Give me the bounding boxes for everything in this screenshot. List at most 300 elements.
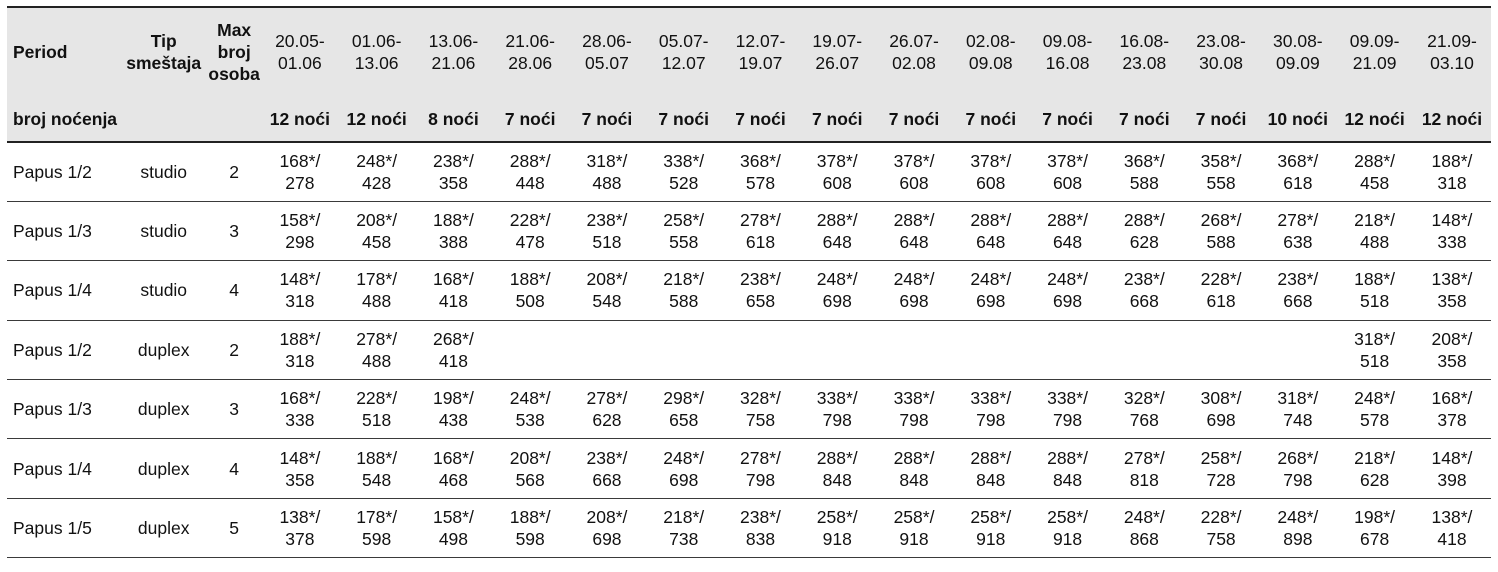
- period-header-line: 01.06-: [351, 31, 402, 51]
- price-line-discount: 378*/: [970, 150, 1012, 171]
- price-cell: [1259, 142, 1336, 201]
- period-header-10: [1029, 7, 1106, 96]
- period-header-line: 16.08: [1045, 53, 1090, 73]
- price-cell: [799, 439, 876, 498]
- period-header-3: [492, 7, 569, 96]
- price-line-discount: 148*/: [279, 269, 321, 290]
- price-line-regular: 448: [515, 172, 545, 193]
- price-cell: [799, 201, 876, 260]
- price-line-regular: 648: [976, 232, 1006, 253]
- price-line-discount: 278*/: [740, 210, 781, 231]
- price-line-discount: 238*/: [586, 447, 628, 468]
- price-cell: [1029, 320, 1106, 379]
- nights-cell: 7 noći: [876, 96, 953, 142]
- period-header-line: 21.09: [1352, 53, 1397, 73]
- period-header-line: 19.07: [738, 53, 783, 73]
- price-cell: [415, 498, 492, 557]
- max-header-line: osoba: [208, 64, 260, 84]
- price-cell: [338, 498, 415, 557]
- price-cell: [645, 498, 722, 557]
- price-line-discount: 138*/: [1431, 507, 1473, 528]
- unit-type: duplex: [121, 498, 207, 557]
- period-header-line: 09.09-: [1349, 31, 1400, 51]
- period-header-1: [338, 7, 415, 96]
- price-cell: [262, 380, 339, 439]
- price-line-discount: 258*/: [893, 507, 935, 528]
- price-line-regular: 558: [1206, 172, 1236, 193]
- price-cell: [569, 201, 646, 260]
- price-line-discount: 338*/: [1047, 388, 1088, 409]
- price-line-regular: 608: [1052, 172, 1083, 193]
- max-persons: 5: [207, 498, 262, 557]
- price-line-discount: 198*/: [1354, 507, 1396, 528]
- price-line-regular: 758: [745, 410, 776, 431]
- price-cell: [415, 201, 492, 260]
- price-line-discount: 258*/: [816, 507, 858, 528]
- price-table: [7, 6, 1491, 558]
- price-cell: [1413, 320, 1491, 379]
- price-cell: [569, 439, 646, 498]
- price-line-discount: 288*/: [816, 447, 858, 468]
- period-header-line: 26.07: [815, 53, 860, 73]
- price-line-discount: 168*/: [279, 388, 321, 409]
- price-cell: [645, 261, 722, 320]
- price-line-discount: 178*/: [356, 269, 398, 290]
- price-line-regular: 798: [976, 410, 1006, 431]
- price-cell: [338, 380, 415, 439]
- price-cell: [1183, 201, 1260, 260]
- period-header-8: [876, 7, 953, 96]
- price-line-discount: 218*/: [1354, 447, 1396, 468]
- period-header-line: 21.06: [431, 53, 476, 73]
- price-line-regular: 378: [1437, 410, 1467, 431]
- price-line-discount: 328*/: [740, 388, 781, 409]
- price-line-regular: 818: [1129, 469, 1159, 490]
- price-line-regular: 698: [899, 291, 929, 312]
- table-row: [7, 498, 1491, 557]
- price-line-discount: 318*/: [1354, 328, 1396, 349]
- price-cell: [492, 201, 569, 260]
- price-cell: [569, 320, 646, 379]
- nights-cell: 7 noći: [1029, 96, 1106, 142]
- period-header-line: 30.08-: [1273, 31, 1323, 51]
- max-persons: 4: [207, 261, 262, 320]
- period-header-2: [415, 7, 492, 96]
- price-line-discount: 338*/: [816, 388, 858, 409]
- price-line-regular: 558: [669, 232, 699, 253]
- price-line-regular: 358: [285, 469, 315, 490]
- price-cell: [1336, 261, 1413, 320]
- price-cell: [1029, 498, 1106, 557]
- period-header-5: [645, 7, 722, 96]
- price-line-regular: 458: [362, 232, 392, 253]
- price-line-regular: 518: [1360, 291, 1390, 312]
- price-line-regular: 848: [822, 469, 852, 490]
- price-cell: [722, 261, 799, 320]
- price-cell: [1413, 439, 1491, 498]
- price-line-discount: 248*/: [816, 269, 858, 290]
- price-line-regular: 658: [745, 291, 776, 312]
- period-header-line: 30.08: [1199, 53, 1243, 73]
- table-row: [7, 320, 1491, 379]
- price-line-discount: 248*/: [356, 150, 398, 171]
- price-line-regular: 548: [592, 291, 622, 312]
- price-cell: [876, 201, 953, 260]
- tip-header: [121, 7, 207, 96]
- price-rows: [7, 142, 1491, 558]
- price-line-discount: 188*/: [279, 328, 321, 349]
- period-header-line: 16.08-: [1119, 31, 1170, 51]
- price-cell: [1336, 201, 1413, 260]
- price-line-regular: 838: [745, 529, 776, 550]
- price-cell: [1413, 498, 1491, 557]
- price-line-discount: 228*/: [356, 388, 398, 409]
- unit-type: studio: [121, 201, 207, 260]
- price-line-regular: 518: [362, 410, 392, 431]
- price-line-discount: 288*/: [1047, 447, 1088, 468]
- price-cell: [799, 320, 876, 379]
- price-line-discount: 258*/: [663, 210, 705, 231]
- price-line-discount: 248*/: [893, 269, 935, 290]
- table-row: [7, 142, 1491, 201]
- price-line-regular: 768: [1129, 410, 1159, 431]
- price-line-regular: 848: [976, 469, 1006, 490]
- price-cell: [569, 380, 646, 439]
- price-line-regular: 738: [669, 529, 699, 550]
- price-cell: [569, 261, 646, 320]
- price-cell: [1413, 142, 1491, 201]
- price-line-regular: 478: [515, 232, 545, 253]
- price-line-discount: 378*/: [1047, 150, 1088, 171]
- price-line-regular: 358: [1437, 291, 1467, 312]
- price-line-regular: 418: [438, 291, 469, 312]
- price-line-regular: 868: [1129, 529, 1159, 550]
- price-line-discount: 248*/: [1047, 269, 1088, 290]
- period-header-line: 05.07-: [658, 31, 709, 51]
- price-cell: [952, 201, 1029, 260]
- price-cell: [1183, 439, 1260, 498]
- price-cell: [722, 498, 799, 557]
- price-line-regular: 698: [1052, 291, 1083, 312]
- price-line-regular: 678: [1360, 529, 1390, 550]
- max-header-line: broj: [217, 42, 251, 62]
- price-cell: [338, 261, 415, 320]
- price-cell: [1336, 142, 1413, 201]
- nights-cell: 12 noći: [1336, 96, 1413, 142]
- price-line-regular: 338: [285, 410, 315, 431]
- unit-name: Papus 1/2: [7, 142, 121, 201]
- price-line-discount: 248*/: [1354, 388, 1396, 409]
- price-line-regular: 698: [669, 469, 699, 490]
- price-cell: [1259, 201, 1336, 260]
- unit-type: studio: [121, 261, 207, 320]
- price-line-discount: 238*/: [1277, 269, 1319, 290]
- price-line-regular: 898: [1283, 529, 1313, 550]
- price-line-regular: 488: [362, 350, 392, 371]
- nights-label: broj noćenja: [7, 96, 262, 142]
- nights-cell: 7 noći: [799, 96, 876, 142]
- price-line-regular: 318: [1437, 172, 1467, 193]
- period-header-line: 13.06-: [428, 31, 479, 51]
- price-line-regular: 668: [1129, 291, 1159, 312]
- price-cell: [722, 142, 799, 201]
- price-line-regular: 318: [285, 291, 315, 312]
- price-cell: [722, 320, 799, 379]
- price-cell: [262, 201, 339, 260]
- period-header-12: [1183, 7, 1260, 96]
- price-line-regular: 748: [1283, 410, 1313, 431]
- price-cell: [799, 380, 876, 439]
- price-cell: [1336, 498, 1413, 557]
- price-cell: [952, 498, 1029, 557]
- nights-cell: 12 noći: [1413, 96, 1491, 142]
- price-line-regular: 598: [362, 529, 392, 550]
- price-cell: [569, 142, 646, 201]
- period-header-line: 28.06: [508, 53, 553, 73]
- price-line-regular: 548: [362, 469, 392, 490]
- price-line-regular: 588: [1129, 172, 1159, 193]
- price-line-discount: 248*/: [1123, 507, 1165, 528]
- period-header-line: 23.08-: [1196, 31, 1246, 51]
- price-line-regular: 488: [592, 172, 622, 193]
- price-cell: [1106, 498, 1183, 557]
- period-header-line: 02.08: [892, 53, 936, 73]
- price-cell: [262, 261, 339, 320]
- period-header-line: 09.08: [968, 53, 1013, 73]
- price-cell: [1106, 439, 1183, 498]
- price-line-discount: 238*/: [740, 269, 781, 290]
- price-line-discount: 308*/: [1200, 388, 1242, 409]
- price-line-discount: 278*/: [740, 447, 781, 468]
- price-line-discount: 238*/: [1123, 269, 1165, 290]
- period-header-4: [569, 7, 646, 96]
- price-line-regular: 658: [669, 410, 699, 431]
- price-line-regular: 388: [438, 232, 469, 253]
- max-header: [207, 7, 262, 96]
- price-cell: [1259, 498, 1336, 557]
- price-line-regular: 798: [745, 469, 776, 490]
- price-line-discount: 288*/: [509, 150, 551, 171]
- price-line-regular: 918: [899, 529, 929, 550]
- unit-name: Papus 1/4: [7, 261, 121, 320]
- table-row: [7, 380, 1491, 439]
- price-line-discount: 188*/: [432, 210, 474, 231]
- price-cell: [415, 320, 492, 379]
- price-line-discount: 248*/: [663, 447, 705, 468]
- price-line-regular: 698: [822, 291, 852, 312]
- price-line-discount: 188*/: [1354, 269, 1396, 290]
- price-line-regular: 798: [1283, 469, 1313, 490]
- period-header-line: 23.08: [1122, 53, 1167, 73]
- price-line-regular: 648: [899, 232, 929, 253]
- price-line-discount: 208*/: [586, 507, 628, 528]
- price-line-discount: 338*/: [970, 388, 1012, 409]
- price-cell: [262, 320, 339, 379]
- price-cell: [1029, 201, 1106, 260]
- period-header-line: 01.06: [277, 53, 322, 73]
- price-line-discount: 338*/: [663, 150, 705, 171]
- nights-cell: 10 noći: [1259, 96, 1336, 142]
- tip-header-line: smeštaja: [126, 53, 202, 73]
- price-line-discount: 248*/: [1277, 507, 1319, 528]
- price-line-regular: 648: [822, 232, 852, 253]
- price-line-discount: 288*/: [1354, 150, 1396, 171]
- price-line-discount: 268*/: [432, 328, 474, 349]
- price-cell: [952, 380, 1029, 439]
- unit-name: Papus 1/4: [7, 439, 121, 498]
- price-line-regular: 918: [976, 529, 1006, 550]
- price-line-regular: 498: [438, 529, 469, 550]
- price-line-regular: 538: [515, 410, 545, 431]
- price-line-discount: 208*/: [356, 210, 398, 231]
- price-line-discount: 228*/: [1200, 507, 1242, 528]
- price-cell: [1259, 320, 1336, 379]
- nights-cell: 7 noći: [569, 96, 646, 142]
- price-cell: [645, 142, 722, 201]
- price-line-regular: 608: [899, 172, 929, 193]
- price-line-regular: 648: [1052, 232, 1083, 253]
- price-line-discount: 258*/: [1047, 507, 1088, 528]
- price-cell: [645, 439, 722, 498]
- price-cell: [1029, 439, 1106, 498]
- price-line-regular: 578: [745, 172, 776, 193]
- price-line-discount: 168*/: [432, 269, 474, 290]
- price-cell: [1259, 439, 1336, 498]
- price-line-discount: 278*/: [1277, 210, 1319, 231]
- price-line-regular: 278: [285, 172, 315, 193]
- price-line-discount: 248*/: [970, 269, 1012, 290]
- price-cell: [645, 201, 722, 260]
- period-header-line: 12.07-: [735, 31, 786, 51]
- price-cell: [876, 320, 953, 379]
- price-line-regular: 358: [1437, 350, 1467, 371]
- price-cell: [415, 380, 492, 439]
- price-line-discount: 338*/: [893, 388, 935, 409]
- price-line-regular: 628: [592, 410, 622, 431]
- price-cell: [338, 320, 415, 379]
- price-line-discount: 318*/: [586, 150, 628, 171]
- price-cell: [1106, 380, 1183, 439]
- period-header-15: [1413, 7, 1491, 96]
- period-header-line: 28.06-: [582, 31, 632, 51]
- price-line-regular: 608: [976, 172, 1006, 193]
- price-cell: [492, 498, 569, 557]
- price-line-discount: 278*/: [586, 388, 628, 409]
- price-cell: [799, 261, 876, 320]
- price-line-regular: 918: [822, 529, 852, 550]
- price-line-discount: 378*/: [816, 150, 858, 171]
- price-line-discount: 258*/: [970, 507, 1012, 528]
- period-header-line: 09.09: [1275, 53, 1320, 73]
- price-line-discount: 148*/: [1431, 447, 1473, 468]
- max-persons: 4: [207, 439, 262, 498]
- period-header-line: 05.07: [585, 53, 629, 73]
- price-line-regular: 608: [822, 172, 852, 193]
- price-cell: [1106, 201, 1183, 260]
- price-line-discount: 168*/: [279, 150, 321, 171]
- unit-name: Papus 1/5: [7, 498, 121, 557]
- period-header-13: [1259, 7, 1336, 96]
- price-line-discount: 278*/: [1123, 447, 1165, 468]
- nights-cell: 7 noći: [722, 96, 799, 142]
- price-line-regular: 378: [285, 529, 315, 550]
- price-line-discount: 368*/: [740, 150, 781, 171]
- nights-cell: 7 noći: [1183, 96, 1260, 142]
- price-cell: [952, 142, 1029, 201]
- price-cell: [876, 261, 953, 320]
- price-line-discount: 238*/: [586, 210, 628, 231]
- price-cell: [1183, 380, 1260, 439]
- price-cell: [722, 201, 799, 260]
- price-line-discount: 178*/: [356, 507, 398, 528]
- price-cell: [415, 439, 492, 498]
- max-persons: 2: [207, 142, 262, 201]
- nights-cell: 12 noći: [338, 96, 415, 142]
- unit-type: duplex: [121, 380, 207, 439]
- price-cell: [1336, 439, 1413, 498]
- price-line-regular: 588: [1206, 232, 1236, 253]
- price-line-regular: 338: [1437, 232, 1467, 253]
- price-cell: [799, 498, 876, 557]
- price-line-regular: 488: [1360, 232, 1390, 253]
- price-cell: [799, 142, 876, 201]
- price-line-discount: 188*/: [1431, 150, 1473, 171]
- price-line-regular: 438: [438, 410, 469, 431]
- price-line-regular: 568: [515, 469, 545, 490]
- price-cell: [262, 498, 339, 557]
- price-line-regular: 518: [1360, 350, 1390, 371]
- period-header-line: 12.07: [661, 53, 706, 73]
- price-cell: [952, 439, 1029, 498]
- period-header-line: 19.07-: [812, 31, 863, 51]
- price-line-regular: 848: [1052, 469, 1083, 490]
- period-header-11: [1106, 7, 1183, 96]
- price-cell: [1336, 380, 1413, 439]
- period-header-line: 09.08-: [1042, 31, 1093, 51]
- price-line-discount: 318*/: [1277, 388, 1319, 409]
- price-cell: [645, 380, 722, 439]
- price-line-regular: 668: [1283, 291, 1313, 312]
- price-cell: [338, 142, 415, 201]
- period-header-line: 02.08-: [965, 31, 1016, 51]
- price-line-discount: 238*/: [432, 150, 474, 171]
- price-line-regular: 488: [362, 291, 392, 312]
- price-line-discount: 368*/: [1123, 150, 1165, 171]
- table-row: [7, 439, 1491, 498]
- unit-name: Papus 1/2: [7, 320, 121, 379]
- max-persons: 3: [207, 201, 262, 260]
- price-cell: [1413, 201, 1491, 260]
- price-line-discount: 378*/: [893, 150, 935, 171]
- price-cell: [1413, 261, 1491, 320]
- period-header: Period: [13, 42, 68, 62]
- price-cell: [876, 380, 953, 439]
- price-line-discount: 208*/: [1431, 328, 1473, 349]
- price-line-regular: 638: [1283, 232, 1313, 253]
- price-line-regular: 318: [285, 350, 315, 371]
- price-line-discount: 258*/: [1200, 447, 1242, 468]
- price-line-discount: 248*/: [509, 388, 551, 409]
- price-line-discount: 228*/: [1200, 269, 1242, 290]
- price-cell: [492, 380, 569, 439]
- period-header-0: [262, 7, 339, 96]
- period-header-line: 03.10: [1430, 53, 1474, 73]
- price-line-regular: 428: [362, 172, 392, 193]
- price-cell: [1183, 498, 1260, 557]
- price-line-regular: 398: [1437, 469, 1467, 490]
- price-line-regular: 618: [1283, 172, 1313, 193]
- period-header-6: [722, 7, 799, 96]
